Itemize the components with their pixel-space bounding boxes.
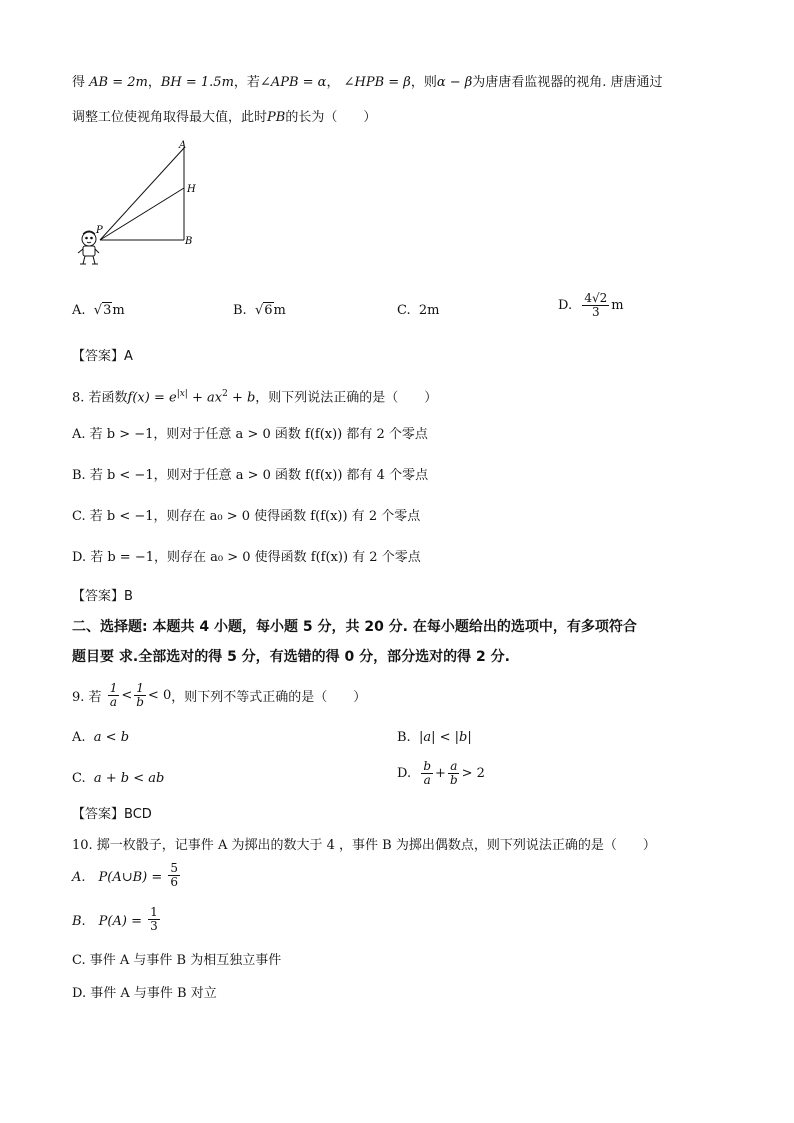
q7-ab: AB = 2m (89, 75, 148, 90)
denominator: a (423, 773, 431, 787)
denominator: 3 (592, 305, 600, 319)
denominator: b (449, 773, 458, 787)
frac-b-over-a (421, 760, 433, 787)
option-a-value: 3 (103, 303, 112, 318)
option-label: A. (72, 303, 86, 318)
option-label: A. (72, 730, 86, 745)
q9-option-b (397, 729, 472, 747)
option-c-expr: a + b < ab (93, 771, 165, 786)
q7-apb: ∠APB = α (259, 75, 327, 90)
q9-stem-pre: 9. 若 (72, 690, 102, 705)
q10-option-c: C. 事件 A 与事件 B 为相互独立事件 (72, 953, 282, 968)
option-a-unit: m (112, 303, 125, 318)
numerator: 1 (150, 905, 158, 919)
label-a: A (179, 140, 187, 151)
q7-line1: 得 AB = 2m，BH = 1.5m，若∠APB = α， ∠HPB = β，则α − β为唐唐看监视器的视角. 唐唐通过 (72, 75, 663, 90)
q8-func-end: + b (227, 390, 256, 406)
q8-exp: |x| (176, 389, 188, 399)
q8-answer: 【答案】B (72, 589, 133, 604)
q7-text: 得 (72, 75, 90, 90)
q9-option-a (72, 729, 129, 747)
q10-option-a (72, 862, 182, 889)
q7-line2 (72, 109, 376, 127)
option-label: C. (72, 771, 86, 786)
q9-option-d (397, 760, 485, 787)
denominator: 3 (150, 919, 158, 933)
q10-option-d: D. 事件 A 与事件 B 对立 (72, 986, 217, 1001)
numerator: 1 (109, 681, 118, 695)
q7-option-a: A. √3m (72, 303, 125, 318)
frac-a-over-b (448, 760, 460, 787)
q9-frac-b (134, 682, 146, 709)
option-d-unit: m (611, 298, 624, 313)
option-label: D. (397, 766, 412, 781)
person-icon (78, 231, 99, 264)
q7-figure (72, 138, 212, 273)
option-d-tail: > 2 (461, 766, 485, 781)
q8-stem (72, 385, 437, 407)
q7-diff: α − β (436, 75, 473, 90)
q9-stem-post: ，则下列不等式正确的是（ ） (171, 690, 367, 705)
q8-option-d: D. 若 b = −1，则存在 a₀ > 0 使得函数 f(f(x)) 有 2 个零点 (72, 550, 421, 565)
numerator: b (423, 759, 432, 773)
q7-text-if: ，若 (233, 75, 260, 90)
q9-frac-a (108, 682, 120, 709)
q7-line2-text: 调整工位使视角取得最大值，此时 (72, 110, 268, 125)
q9-stem (72, 682, 366, 709)
q8-func: f(x) = e (127, 390, 177, 406)
q10-stem: 10. 掷一枚骰子，记事件 A 为掷出的数大于 4 ，事件 B 为掷出偶数点，则下列说法正确的是（ ） (72, 838, 656, 853)
q9-answer: 【答案】BCD (72, 807, 152, 822)
q7-text-then: ，则 (410, 75, 437, 90)
option-label: B. (397, 730, 411, 745)
q7-text-end: 为唐唐看监视器的视角. 唐唐通过 (472, 75, 663, 90)
pa-segment (100, 148, 184, 240)
ph-segment (100, 188, 184, 240)
option-b-pre: B. P(A) = (72, 914, 142, 929)
q8-option-a: A. 若 b > −1，则对于任意 a > 0 函数 f(f(x)) 都有 2 个零点 (72, 427, 428, 442)
q8-func-rest: + ax (187, 390, 223, 406)
q7-pb: PB (267, 110, 286, 125)
q8-stem-post: ，则下列说法正确的是（ ） (255, 390, 438, 406)
section2-heading-line2: 题目要 求.全部选对的得 5 分，有选错的得 0 分，部分选对的得 2 分. (72, 649, 510, 665)
numerator: 1 (136, 681, 144, 695)
option-b-expr: |a| < |b| (418, 730, 472, 745)
numerator: 5 (170, 861, 179, 875)
option-a-fraction (168, 862, 180, 889)
option-c-value: 2m (418, 303, 440, 318)
option-label: B. (233, 303, 247, 318)
option-b-unit: m (273, 303, 286, 318)
plus: + (435, 766, 446, 781)
q7-option-d (558, 292, 624, 319)
option-label: C. (397, 303, 411, 318)
denominator: a (109, 695, 118, 709)
numerator: a (450, 759, 458, 773)
option-a-pre: A. P(A∪B) = (72, 870, 163, 885)
q8-sq: 2 (222, 389, 228, 399)
label-p: P (96, 225, 103, 236)
q7-answer: 【答案】A (72, 349, 133, 364)
label-b: B (185, 236, 193, 247)
q8-option-b: B. 若 b < −1，则对于任意 a > 0 函数 f(f(x)) 都有 4 个零点 (72, 468, 429, 483)
section2-heading-line1: 二、选择题: 本题共 4 小题，每小题 5 分，共 20 分. 在每小题给出的选项中，有多项符合 (72, 619, 637, 635)
denominator: 6 (170, 875, 179, 889)
lt-symbol: < (121, 688, 133, 703)
q8-stem-pre: 8. 若函数 (72, 390, 128, 406)
q10-option-b (72, 906, 162, 933)
q7-hpb: ∠HPB = β (343, 75, 411, 90)
option-b-value: 6 (264, 303, 273, 318)
q9-option-c (72, 770, 164, 788)
q7-option-b: B. √6m (233, 303, 286, 318)
option-b-fraction (148, 906, 160, 933)
numerator: 4√2 (584, 291, 608, 305)
q7-line2-end: 的长为（ ） (285, 110, 377, 125)
option-label: D. (558, 298, 573, 313)
q8-option-c: C. 若 b < −1，则存在 a₀ > 0 使得函数 f(f(x)) 有 2 个零点 (72, 509, 421, 524)
denominator: b (136, 695, 144, 709)
lt-zero: < 0 (147, 688, 172, 703)
option-d-fraction (582, 292, 609, 319)
option-a-expr: a < b (93, 730, 130, 745)
q7-bh: BH = 1.5m (160, 75, 234, 90)
label-h: H (187, 184, 196, 195)
q7-option-c (397, 302, 440, 320)
